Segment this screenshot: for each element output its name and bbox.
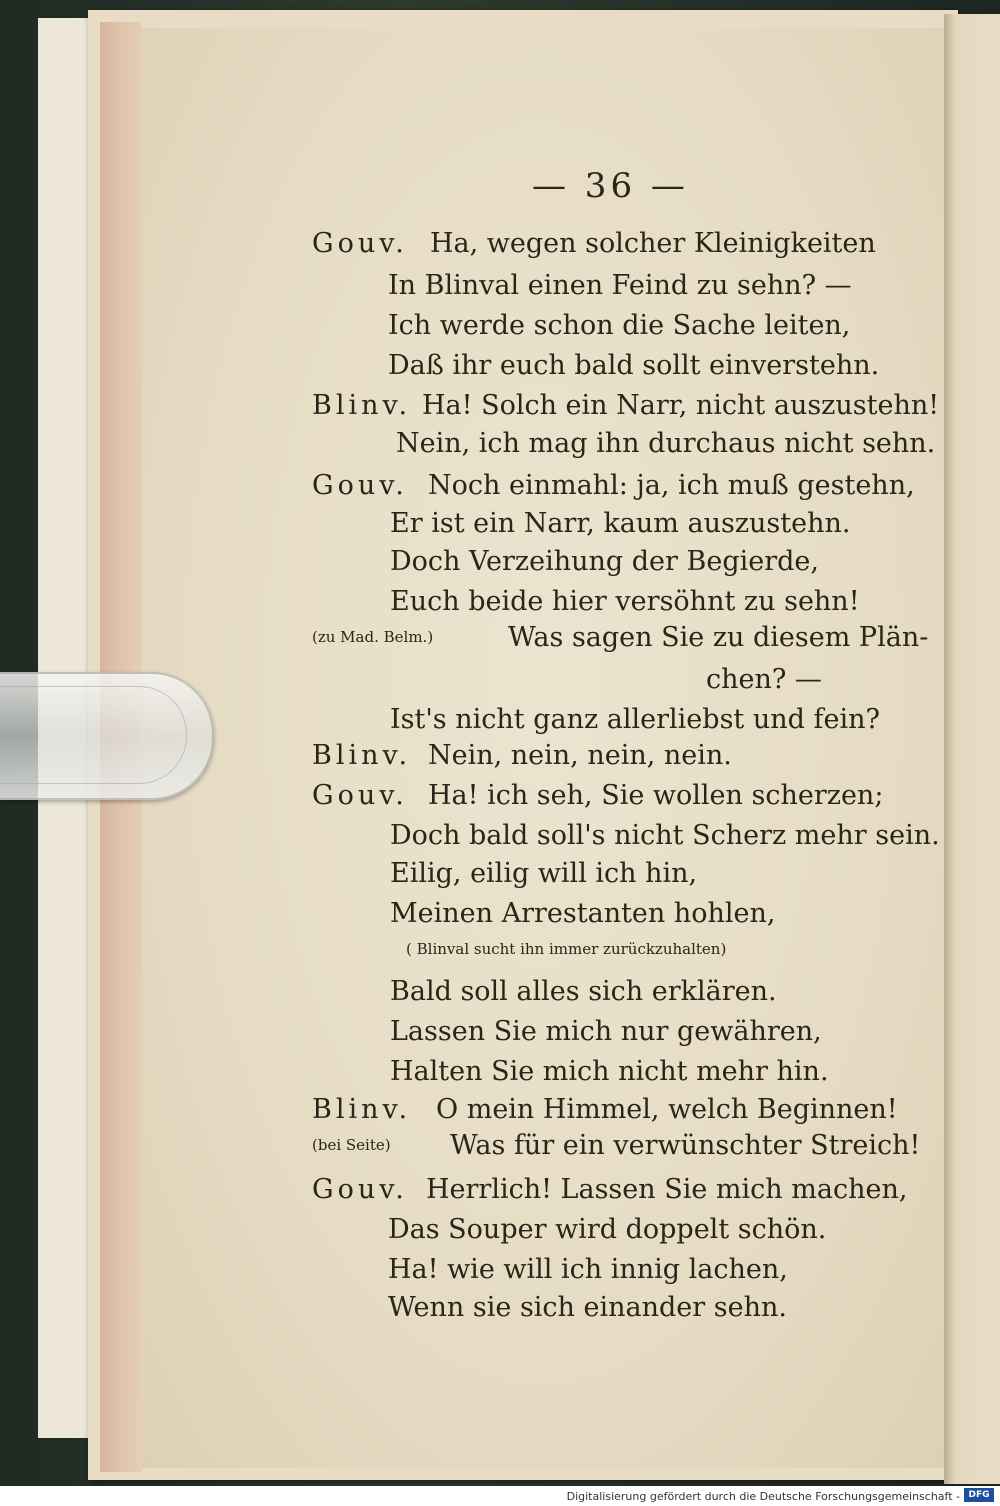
verse-line: Was sagen Sie zu diesem Plän- [508,622,929,653]
verse-line: Ist's nicht ganz allerliebst und fein? [390,704,880,735]
verse-line: In Blinval einen Feind zu sehn? — [388,270,852,301]
page-clip-inner-edge [0,686,187,784]
verse-line: Er ist ein Narr, kaum auszustehn. [390,508,851,539]
verse-line: Meinen Arrestanten hohlen, [390,898,776,929]
verse-line: Was für ein verwünschter Streich! [450,1130,921,1161]
verse-line: Nein, ich mag ihn durchaus nicht sehn. [396,428,936,459]
verse-line: Doch bald soll's nicht Scherz mehr sein. [390,820,940,851]
funding-credit: Digitalisierung gefördert durch die Deutsche Forschungsgemeinschaft - [566,1490,960,1503]
verse-line: Ich werde schon die Sache leiten, [388,310,851,341]
speaker-label: Blinv. [312,390,412,421]
speaker-label: Gouv. [312,228,408,259]
speaker-label: Gouv. [312,470,408,501]
speaker-label: Blinv. [312,1094,412,1125]
stage-direction: (bei Seite) [312,1136,391,1154]
verse-line: Das Souper wird doppelt schön. [388,1214,827,1245]
verse-line: Noch einmahl: ja, ich muß gestehn, [428,470,915,501]
verse-line: Ha! Solch ein Narr, nicht auszustehn! [422,390,940,421]
verse-line: Daß ihr euch bald sollt einverstehn. [388,350,880,381]
verse-line: Ha! ich seh, Sie wollen scherzen; [428,780,884,811]
dfg-logo: DFG [964,1488,994,1502]
verse-line: Herrlich! Lassen Sie mich machen, [426,1174,908,1205]
verse-line: Lassen Sie mich nur gewähren, [390,1016,822,1047]
stage-direction: ( Blinval sucht ihn immer zurückzuhalten) [406,940,727,958]
verse-line: Ha! wie will ich innig lachen, [388,1254,788,1285]
verse-line: Ha, wegen solcher Kleinigkeiten [430,228,876,259]
stage-direction: (zu Mad. Belm.) [312,628,434,646]
verse-line: Wenn sie sich einander sehn. [388,1292,787,1323]
verse-line: Euch beide hier versöhnt zu sehn! [390,586,860,617]
speaker-label: Gouv. [312,1174,408,1205]
verse-line: Bald soll alles sich erklären. [390,976,777,1007]
verse-line: Halten Sie mich nicht mehr hin. [390,1056,829,1087]
verse-line: Doch Verzeihung der Begierde, [390,546,819,577]
page-number: — 36 — [532,166,689,206]
verse-line: Eilig, eilig will ich hin, [390,858,698,889]
verse-line: Nein, nein, nein, nein. [428,740,732,771]
verse-line: O mein Himmel, welch Beginnen! [436,1094,898,1125]
speaker-label: Gouv. [312,780,408,811]
speaker-label: Blinv. [312,740,412,771]
facing-page-edge [944,14,1000,1484]
verse-line: chen? — [706,664,822,695]
